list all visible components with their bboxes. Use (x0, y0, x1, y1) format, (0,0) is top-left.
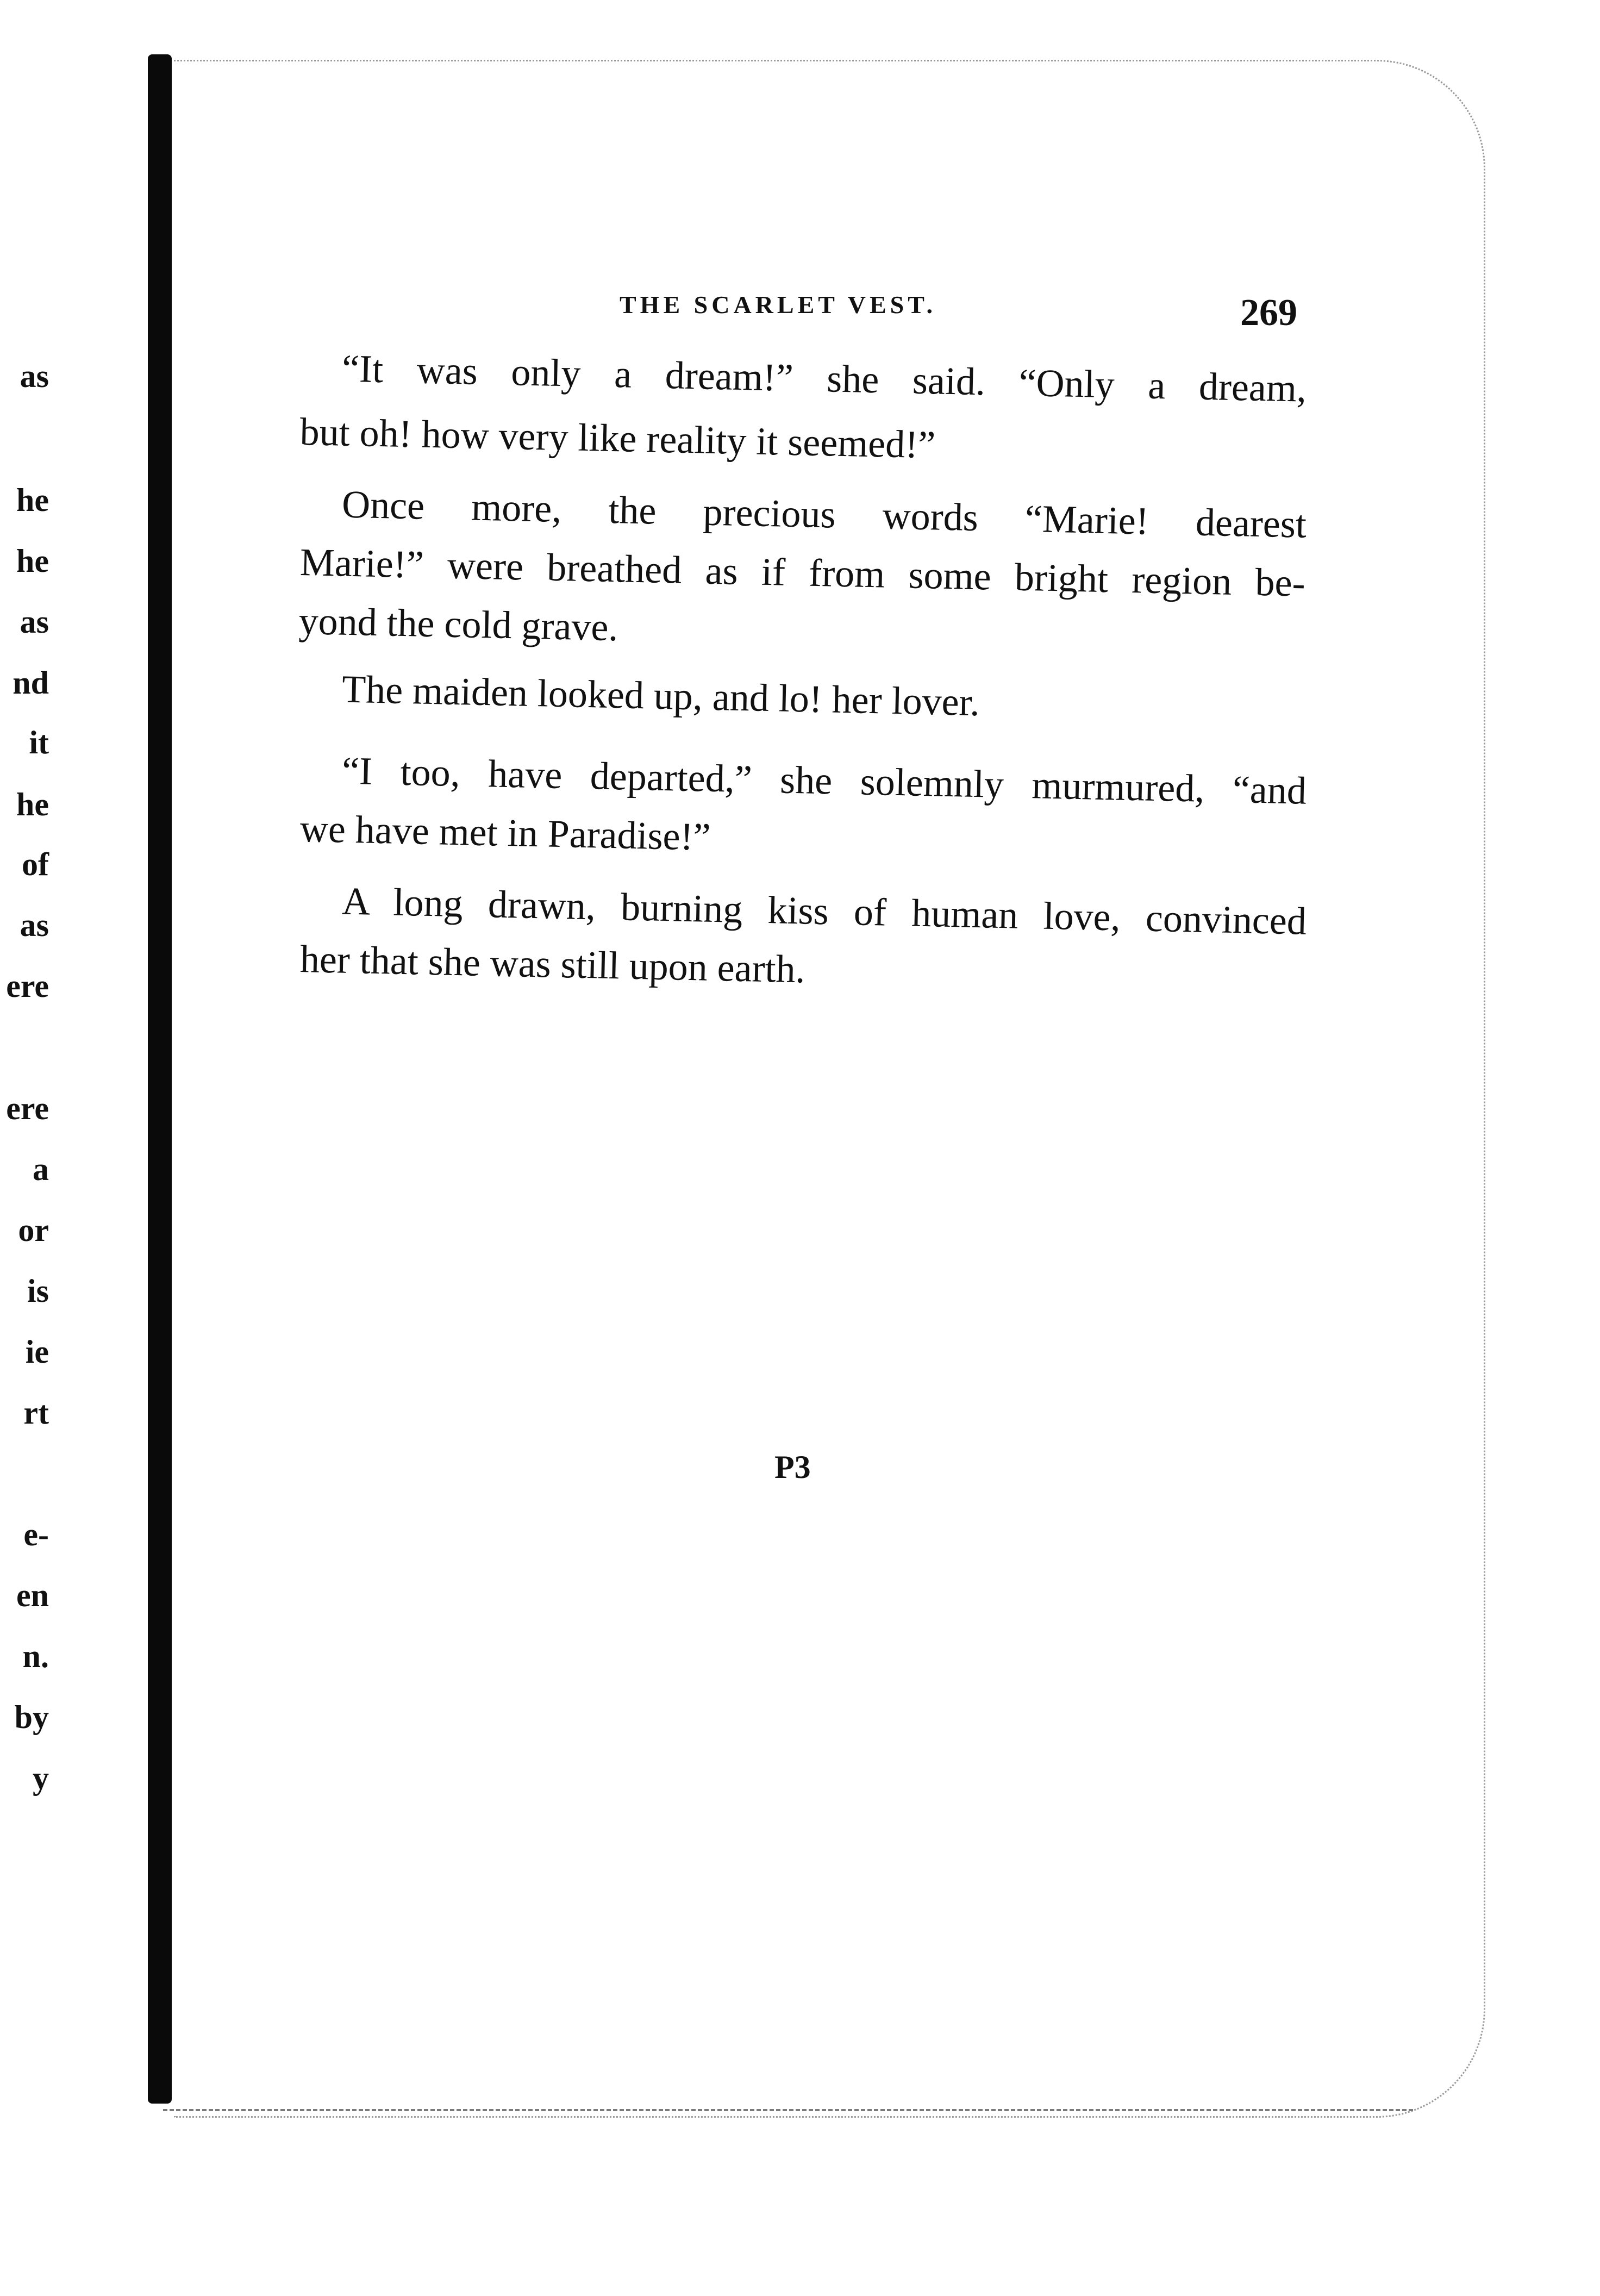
fragment-text: he (16, 787, 49, 822)
fragment-text: nd (12, 665, 49, 701)
fragment-text: a (33, 1151, 49, 1187)
text-line: yond the cold grave. (298, 598, 619, 650)
text-line: “I too, have departed,” she solemnly murmured, “and (341, 748, 1307, 813)
text-line: Marie!” were breathed as if from some bright region be- (299, 540, 1306, 605)
fragment-text: it (29, 725, 49, 760)
text-line: “It was only a dream!” she said. “Only a dream, (341, 346, 1307, 410)
fragment-text: e- (23, 1517, 49, 1552)
text-line: Once more, the precious words “Marie! dearest (341, 482, 1307, 546)
text-line: A long drawn, burning kiss of human love, convinced (341, 879, 1307, 943)
facing-page-fragments (0, 0, 49, 2296)
fragment-text: ere (6, 1090, 49, 1126)
fragment-text: en (16, 1577, 49, 1613)
fragment-text: rt (23, 1395, 49, 1431)
fragment-text: he (16, 543, 49, 579)
bottom-edge-speckle (163, 2109, 1413, 2118)
fragment-text: ere (6, 968, 49, 1004)
fragment-text: n. (22, 1638, 49, 1674)
running-head: THE SCARLET VEST. (620, 291, 937, 319)
text-line: her that she was still upon earth. (299, 937, 806, 991)
text-line: we have met in Paradise!” (299, 806, 711, 859)
fragment-text: y (33, 1760, 49, 1796)
fragment-text: he (16, 482, 49, 518)
fragment-text: or (18, 1212, 49, 1248)
fragment-text: ie (25, 1334, 49, 1370)
text-line: but oh! how very like reality it seemed!” (299, 409, 936, 467)
text-line: The maiden looked up, and lo! her lover. (341, 667, 980, 725)
fragment-text: of (22, 846, 49, 882)
fragment-text: is (27, 1273, 49, 1309)
fragment-text: as (20, 604, 49, 640)
fragment-text: as (20, 907, 49, 943)
page-number: 269 (1240, 292, 1297, 334)
signature-mark: P3 (774, 1449, 811, 1485)
fragment-text: as (20, 358, 49, 394)
fragment-text: by (14, 1699, 49, 1735)
book-spine-gutter (148, 54, 172, 2104)
